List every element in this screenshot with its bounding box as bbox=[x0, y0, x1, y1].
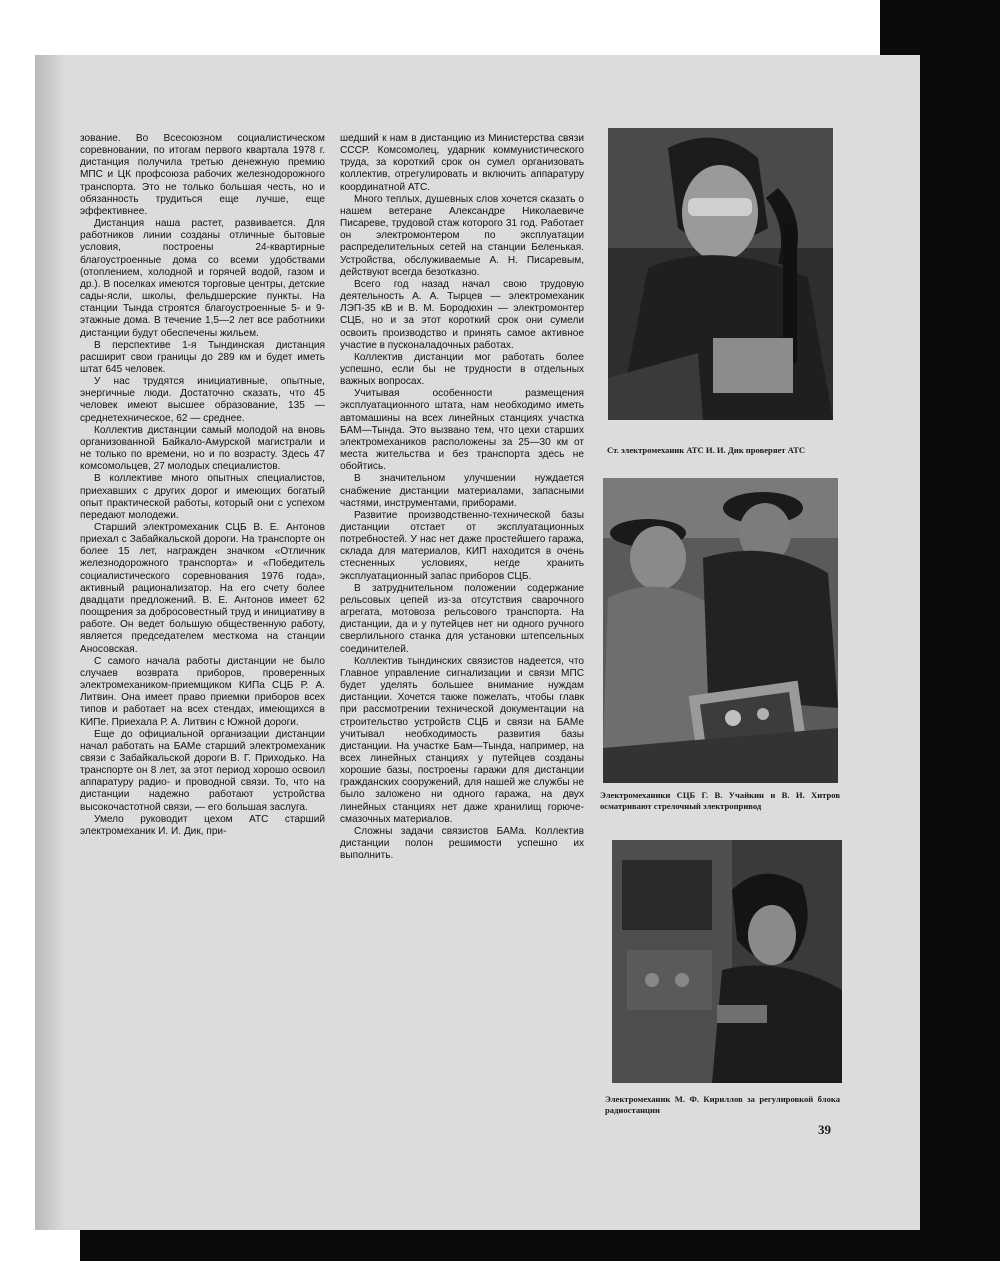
text-column-1 bbox=[80, 133, 325, 838]
paragraph: Коллектив дистанции самый молодой на вновь организованной Байкало-Амурской магистрали и не только по времени, но и по возрасту. Здесь 47 комсомольцев, 27 молодых специалистов. bbox=[80, 424, 325, 473]
paragraph: В коллективе много опытных специалистов, приехавших с других дорог и имеющих богатый опыт практической работы, который они с успехом передают молодежи. bbox=[80, 473, 325, 521]
page-gutter-shadow bbox=[35, 55, 65, 1230]
paragraph: В затруднительном положении содержание рельсовых цепей из-за отсутствия сварочного агрегата, мотовоза рельсового транспорта. На дистанции, да и у путейцев нет ни одного ручного сверлильного станка для установки штепсельных соединителей. bbox=[340, 582, 584, 655]
paragraph: В значительном улучшении нуждается снабжение дистанции материалами, запасными частями, инструментами, приборами. bbox=[340, 473, 584, 509]
text-column-2 bbox=[340, 133, 584, 862]
photo-caption: Ст. электромеханик АТС И. И. Дик проверяет АТС bbox=[607, 445, 806, 455]
paragraph: Коллектив дистанции мог работать более успешно, если бы не трудности в отдельных важных вопросах. bbox=[340, 351, 584, 388]
photo-caption: Электромеханики СЦБ Г. В. Учайкин и В. И. Хитров осматривают стрелочный электропривод bbox=[600, 790, 840, 811]
paragraph: Много теплых, душевных слов хочется сказать о нашем ветеране Александре Николаевиче Писареве, трудовой стаж которого 31 год. Работает он электромонтером по эксплуатации распределительных сетей на станции Беленькая. Устройства, обслуживаемые А. Н. Писаревым, действуют всегда безотказно. bbox=[340, 193, 584, 278]
paragraph: зование. Во Всесоюзном социалистическом соревновании, по итогам первого квартала 1978 г. дистанция получила третью денежную премию МПС и ЦК профсоюза рабочих железнодорожного транспорта. Это не только большая честь, но и обязанность трудиться еще лучше, еще эффективнее. bbox=[80, 133, 325, 217]
scan-border-right bbox=[920, 0, 1000, 1261]
photo-switch-drive bbox=[603, 478, 838, 783]
photo-radio-unit bbox=[612, 840, 842, 1083]
paragraph: В перспективе 1-я Тындинская дистанция расширит свои границы до 289 км и будет иметь штат 645 человек. bbox=[80, 339, 325, 375]
paragraph: Развитие производственно-технической базы дистанции отстает от эксплуатационных потребностей. У нас нет даже простейшего гаража, склада для материалов, КИП находится в очень стесненных условиях, негде хранить эксплуатационный запас приборов СЦБ. bbox=[340, 509, 584, 582]
paragraph: Умело руководит цехом АТС старший электромеханик И. И. Дик, при- bbox=[80, 813, 325, 837]
paragraph: Еще до официальной организации дистанции начал работать на БАМе старший электромеханик связи с Забайкальской дороги В. Г. Приходько. На транспорте он 8 лет, за этот период хорошо освоил аппаратуру радио- и проводной связи. То, что на дистанции надежно работают устройства высокочастотной связи, — его большая заслуга. bbox=[80, 728, 325, 813]
paragraph: Старший электромеханик СЦБ В. Е. Антонов приехал с Забайкальской дороги. На транспорте он более 15 лет, награжден значком «Отличник железнодорожного транспорта» и «Победитель социалистического соревнования 1976 года», активный рационализатор. На его счету более двадцати предложений. В. Е. Антонов имеет 62 поощрения за добросовестный труд и инициативу в работе. Он ведет большую общественную работу, является председателем месткома на станции Аносовская. bbox=[80, 522, 325, 655]
paragraph: Сложны задачи связистов БАМа. Коллектив дистанции полон решимости успешно их выполнить. bbox=[340, 825, 584, 862]
paragraph: Дистанция наша растет, развивается. Для работников линии созданы отличные бытовые условия, построены 24-квартирные благоустроенные дома со всеми удобствами (отоплением, холодной и горячей водой, газом и др.). В поселках имеются торговые центры, детские сады-ясли, школы, фельдшерские пункты. На станции Тында строятся благоустроенные 5- и 9-этажные дома. В течение 1,5—2 лет все работники дистанции будут обеспечены жильем. bbox=[80, 218, 325, 339]
paragraph: Учитывая особенности размещения эксплуатационного штата, нам необходимо иметь автомашины на всех линейных станциях участка БАМ—Тында. Это вызвано тем, что цехи старших электромехаников расположены за 25—30 км от места жительства и без транспорта здесь не обойтись. bbox=[340, 388, 584, 473]
paragraph: Коллектив тындинских связистов надеется, что Главное управление сигнализации и связи МПС будет уделять большее внимание нуждам дистанции. Хочется также пожелать, чтобы главк при рассмотрении технической документации на строительство устройств СЦБ и связи на БАМе учитывал необходимость развития базы дистанции. На участке Бам—Тында, например, на всех линейных станциях у путейцев созданы хорошие базы, построены гаражи для дистанции гражданских сооружений, для нашей же службы не было заложено ни одного гаража, на двух линейных станциях нет даже хранилищ горюче-смазочных материалов. bbox=[340, 655, 584, 825]
paragraph: У нас трудятся инициативные, опытные, энергичные люди. Достаточно сказать, что 45 человек имеют высшее образование, 135 — среднетехническое, 62 — среднее. bbox=[80, 376, 325, 424]
paragraph: С самого начала работы дистанции не было случаев возврата приборов, проверенных электромехаником-приемщиком КИПа СЦБ Р. А. Литвин. Она имеет право приемки приборов всех типов и работает на всех стендах, имеющихся в КИПе. Приехала Р. А. Литвин с Южной дороги. bbox=[80, 655, 325, 728]
photo-caption: Электромеханик М. Ф. Кириллов за регулировкой блока радиостанции bbox=[605, 1094, 840, 1115]
paragraph: шедший к нам в дистанцию из Министерства связи СССР. Комсомолец, ударник коммунистического труда, за короткий срок он сумел организовать коллектив, отрегулировать и включить аппаратуру координатной АТС. bbox=[340, 133, 584, 193]
photo-ats-engineer bbox=[608, 128, 833, 420]
page-number: 39 bbox=[818, 1122, 831, 1137]
paragraph: Всего год назад начал свою трудовую деятельность А. А. Тырцев — электромеханик ЛЭП-35 кВ и В. М. Бородюхин — электромонтер СЦБ, но и за этот короткий срок они сумели освоить производство и принять самое активное участие в пусконаладочных работах. bbox=[340, 278, 584, 351]
